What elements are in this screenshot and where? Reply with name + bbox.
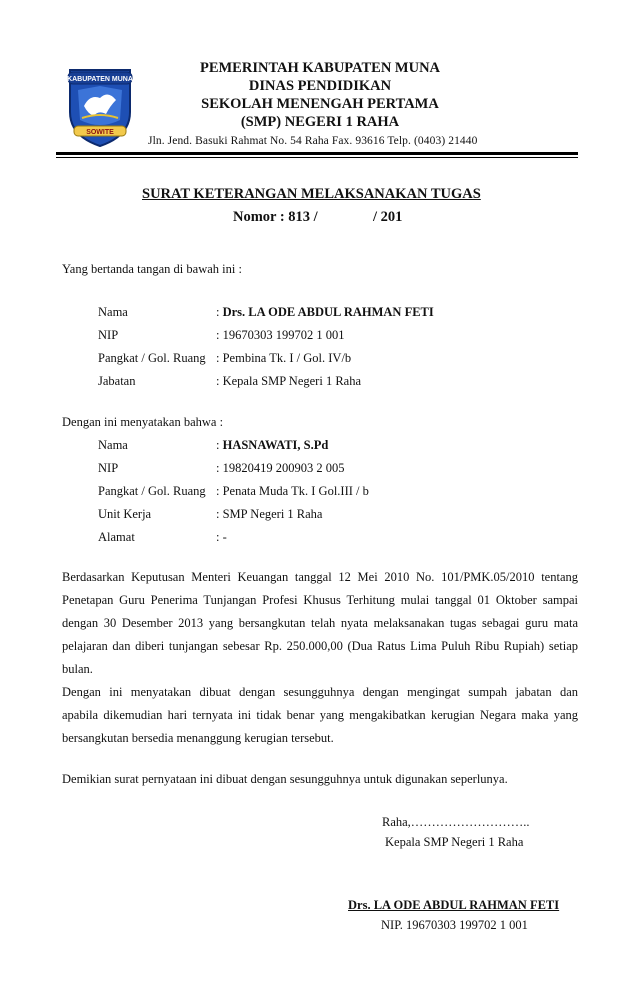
header-line-1: PEMERINTAH KABUPATEN MUNA bbox=[199, 60, 441, 76]
logo-text-top: KABUPATEN MUNA bbox=[67, 76, 133, 83]
colon: : bbox=[216, 530, 220, 544]
subject-name: HASNAWATI, S.Pd bbox=[222, 438, 329, 452]
body2-line-2: apabila dikemudian hari ternyata ini tidak benar yang mengakibatkan kerugian Negara maka yang bbox=[62, 708, 578, 722]
body2-line-3: bersangkutan bersedia menanggung kerugian tersebut. bbox=[62, 731, 334, 745]
subject-unit-row bbox=[216, 507, 322, 522]
signer-nip: 19670303 199702 1 001 bbox=[222, 328, 345, 342]
intro-text: Yang bertanda tangan di bawah ini : bbox=[62, 262, 242, 276]
signature-place-date: Raha,……………………….. bbox=[382, 815, 530, 829]
body1-line-1: Berdasarkan Keputusan Menteri Keuangan tanggal 12 Mei 2010 No. 101/PMK.05/2010 tentang bbox=[62, 570, 578, 584]
body1-line-5: bulan. bbox=[62, 662, 93, 676]
signer-name-label: Nama bbox=[98, 305, 128, 319]
subject-address-row bbox=[216, 530, 227, 545]
subject-nip-row bbox=[216, 461, 344, 476]
subject-address-label: Alamat bbox=[98, 530, 135, 544]
signature-position: Kepala SMP Negeri 1 Raha bbox=[385, 835, 524, 849]
signature-nip: NIP. 19670303 199702 1 001 bbox=[381, 918, 528, 932]
subject-address: - bbox=[222, 530, 227, 544]
signer-name-row bbox=[216, 305, 434, 320]
colon: : bbox=[216, 461, 220, 475]
colon: : bbox=[216, 507, 220, 521]
subject-name-row bbox=[216, 438, 328, 453]
body1-line-3: dengan 30 Desember 2013 yang bersangkutan telah nyata melaksanakan tugas sebagai guru mata bbox=[62, 616, 578, 630]
colon: : bbox=[216, 484, 220, 498]
closing-text: Demikian surat pernyataan ini dibuat dengan sesungguhnya untuk digunakan seperlunya. bbox=[62, 772, 508, 786]
letter-title: SURAT KETERANGAN MELAKSANAKAN TUGAS bbox=[142, 186, 481, 202]
signer-position-label: Jabatan bbox=[98, 374, 136, 388]
header-line-2: DINAS PENDIDIKAN bbox=[248, 78, 392, 94]
header-rule-thick bbox=[56, 152, 578, 155]
signature-name: Drs. LA ODE ABDUL RAHMAN FETI bbox=[348, 898, 560, 912]
colon: : bbox=[216, 351, 220, 365]
subject-rank-label: Pangkat / Gol. Ruang bbox=[98, 484, 206, 498]
signer-rank-label: Pangkat / Gol. Ruang bbox=[98, 351, 206, 365]
body2-line-1: Dengan ini menyatakan dibuat dengan sesungguhnya dengan mengingat sumpah jabatan dan bbox=[62, 685, 578, 699]
colon: : bbox=[216, 438, 220, 452]
subject-nip: 19820419 200903 2 005 bbox=[222, 461, 345, 475]
signer-rank-row bbox=[216, 351, 351, 366]
logo-text-bottom: SOWITE bbox=[86, 129, 114, 136]
header-line-3: SEKOLAH MENENGAH PERTAMA bbox=[201, 96, 439, 112]
subject-nip-label: NIP bbox=[98, 461, 119, 475]
header-rule-thin bbox=[56, 157, 578, 158]
colon: : bbox=[216, 305, 220, 319]
header-line-4: (SMP) NEGERI 1 RAHA bbox=[240, 114, 400, 130]
declaration-text: Dengan ini menyatakan bahwa : bbox=[62, 415, 224, 429]
header-address: Jln. Jend. Basuki Rahmat No. 54 Raha Fax. 93616 Telp. (0403) 21440 bbox=[148, 135, 478, 147]
colon: : bbox=[216, 374, 220, 388]
letter-number-label: Nomor : 813 / bbox=[233, 209, 318, 225]
signer-position-row bbox=[216, 374, 361, 389]
subject-unit: SMP Negeri 1 Raha bbox=[222, 507, 323, 521]
signer-position: Kepala SMP Negeri 1 Raha bbox=[222, 374, 362, 388]
signer-nip-label: NIP bbox=[98, 328, 119, 342]
subject-rank: Penata Muda Tk. I Gol.III / b bbox=[222, 484, 369, 498]
signer-nip-row bbox=[216, 328, 344, 343]
letter-number-year: / 201 bbox=[373, 209, 403, 225]
colon: : bbox=[216, 328, 220, 342]
body1-line-2: Penetapan Guru Penerima Tunjangan Profesi Khusus Terhitung mulai tanggal 01 Oktober sampai bbox=[62, 593, 578, 607]
subject-name-label: Nama bbox=[98, 438, 128, 452]
signer-rank: Pembina Tk. I / Gol. IV/b bbox=[222, 351, 352, 365]
body1-line-4: pelajaran dan diberi tunjangan sebesar Rp. 250.000,00 (Dua Ratus Lima Puluh Ribu Rupiah) setiap bbox=[62, 639, 578, 653]
subject-unit-label: Unit Kerja bbox=[98, 507, 152, 521]
signer-name: Drs. LA ODE ABDUL RAHMAN FETI bbox=[222, 305, 434, 319]
subject-rank-row bbox=[216, 484, 369, 499]
